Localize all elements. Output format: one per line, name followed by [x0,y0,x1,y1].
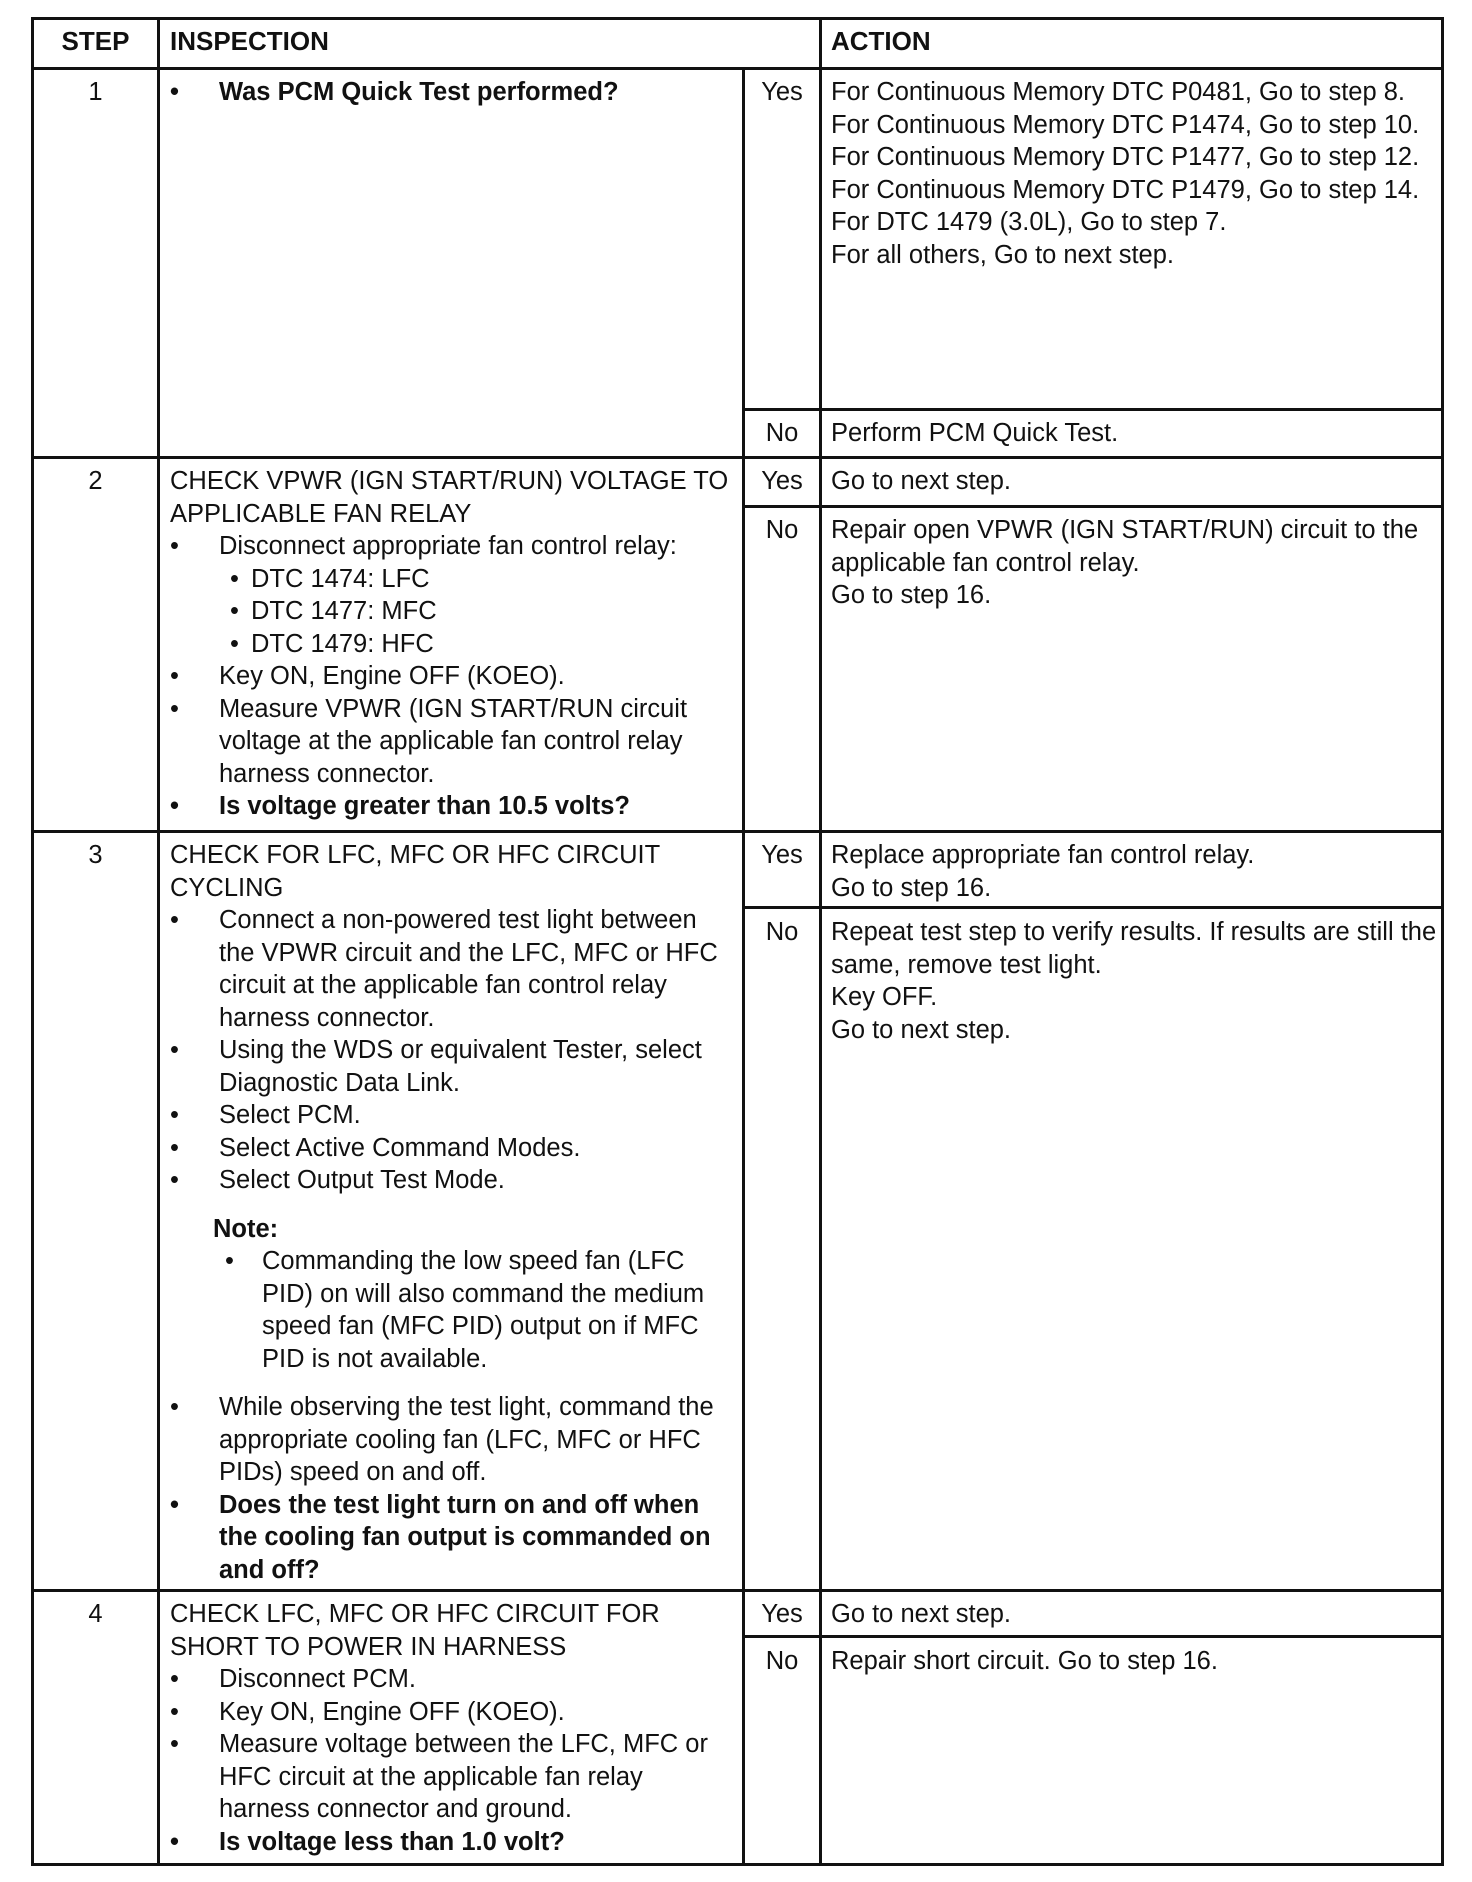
action-line: Go to step 16. [831,581,992,609]
bullet-item: • Key ON, Engine OFF (KOEO). [170,660,736,693]
action-line: Go to step 16. [831,873,992,902]
note-item: • Commanding the low speed fan (LFC PID) on will also command the medium speed fan (MFC PID) output on if MFC PID is not available. [170,1245,736,1375]
yes-label: Yes [761,841,803,869]
bullet-item: • Select Active Command Modes. [170,1132,736,1165]
step-4-no-action [831,1645,1437,1678]
action-line: For all others, Go to next step. [831,240,1174,269]
step-4-inspection [170,1598,736,1858]
note-label: Note: [213,1214,279,1243]
no-label: No [765,1647,799,1675]
step-3-no-action [831,916,1437,1046]
step-1-yes-action [831,76,1437,271]
action-line: Go to next step. [831,1600,1012,1628]
step-3-inspection [170,839,736,1586]
action-line: Perform PCM Quick Test. [831,419,1119,447]
grid-line [819,20,822,1863]
yes-label: Yes [761,467,803,495]
bullet-item: • Was PCM Quick Test performed? [170,76,736,109]
bullet-item: • Does the test light turn on and off when the cooling fan output is commanded on and off? [170,1489,736,1587]
step-heading: CHECK FOR LFC, MFC OR HFC CIRCUIT CYCLING [170,841,660,902]
step-1-inspection [170,76,736,109]
grid-line [742,67,745,1863]
bullet-item: • Disconnect appropriate fan control relay: [170,530,736,563]
action-line: For Continuous Memory DTC P1479, Go to step 14. [831,175,1420,204]
grid-line [34,456,1444,459]
bullet-item: • Is voltage greater than 10.5 volts? [170,790,736,823]
action-line: For DTC 1479 (3.0L), Go to step 7. [831,208,1227,236]
grid-line [742,505,1444,508]
action-line: For Continuous Memory DTC P1474, Go to step 10. [831,110,1420,139]
yes-label: Yes [761,78,803,106]
sub-bullet-item: • DTC 1477: MFC [170,595,736,628]
header-inspection: INSPECTION [170,26,329,56]
no-label: No [765,918,799,946]
grid-line [157,20,160,1863]
action-line: Go to next step. [831,1015,1012,1044]
action-line: Repair short circuit. Go to step 16. [831,1647,1218,1675]
bullet-item: • Measure voltage between the LFC, MFC or HFC circuit at the applicable fan relay harness connector and ground. [170,1728,736,1826]
step-3-yes-action [831,839,1437,904]
grid-line [34,830,1444,833]
bullet-item: • Key ON, Engine OFF (KOEO). [170,1696,736,1729]
yes-label: Yes [761,1600,803,1628]
step-4-yes-action [831,1598,1437,1631]
step-2-inspection [170,465,736,823]
bullet-item: • While observing the test light, command the appropriate cooling fan (LFC, MFC or HFC PIDs) speed on and off. [170,1391,736,1489]
bullet-item: • Connect a non-powered test light between the VPWR circuit and the LFC, MFC or HFC circuit at the applicable fan control relay harness connector. [170,904,736,1034]
action-line: Go to next step. [831,467,1012,495]
step-heading: CHECK VPWR (IGN START/RUN) VOLTAGE TO APPLICABLE FAN RELAY [170,467,729,528]
step-number: 1 [88,78,103,106]
bullet-item: • Measure VPWR (IGN START/RUN circuit voltage at the applicable fan control relay harness connector. [170,693,736,791]
bullet-item: • Disconnect PCM. [170,1663,736,1696]
action-line: Repeat test step to verify results. If results are still the same, remove test light. [831,918,1437,979]
sub-bullet-item: • DTC 1474: LFC [170,563,736,596]
step-number: 4 [88,1600,103,1628]
no-label: No [765,419,799,447]
grid-line [34,1589,1444,1592]
action-line: For Continuous Memory DTC P1477, Go to step 12. [831,143,1420,171]
bullet-item: • Select PCM. [170,1099,736,1132]
step-number: 2 [88,467,103,495]
step-2-no-action [831,514,1437,612]
header-action: ACTION [831,26,931,56]
step-1-no-action [831,417,1437,450]
action-line: Key OFF. [831,983,938,1011]
action-line: For Continuous Memory DTC P0481, Go to step 8. [831,78,1405,106]
sub-bullet-item: • DTC 1479: HFC [170,628,736,661]
grid-line [742,906,1444,909]
step-2-yes-action [831,465,1437,498]
action-line: Repair open VPWR (IGN START/RUN) circuit to the applicable fan control relay. [831,516,1419,577]
header-step: STEP [61,26,130,56]
grid-line [742,408,1444,411]
step-number: 3 [88,841,103,869]
grid-line [742,1635,1444,1638]
bullet-item: • Is voltage less than 1.0 volt? [170,1826,736,1859]
no-label: No [765,516,799,544]
grid-line [34,67,1444,70]
step-heading: CHECK LFC, MFC OR HFC CIRCUIT FOR SHORT TO POWER IN HARNESS [170,1600,660,1661]
action-line: Replace appropriate fan control relay. [831,841,1255,869]
diagnostic-table [31,17,1444,1866]
bullet-item: • Select Output Test Mode. [170,1164,736,1197]
bullet-item: • Using the WDS or equivalent Tester, select Diagnostic Data Link. [170,1034,736,1099]
